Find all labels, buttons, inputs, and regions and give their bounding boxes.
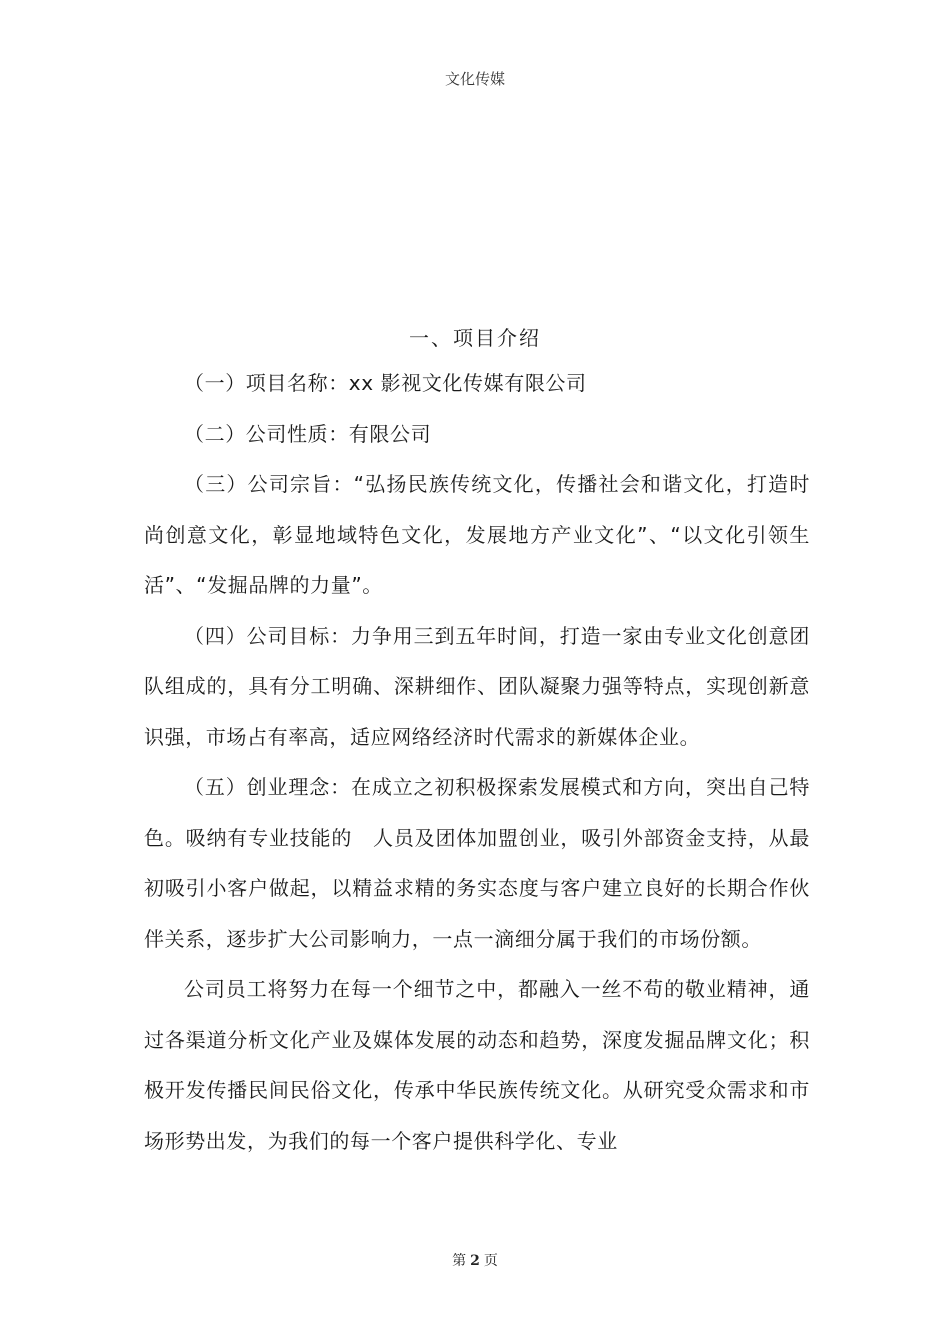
section-heading: 一、项目介绍 (409, 326, 541, 350)
document-body (144, 358, 810, 1166)
paragraph-company-nature: （二）公司性质：有限公司 (184, 421, 432, 446)
paragraph-staff-commitment: 公司员工将努力在每一个细节之中，都融入一丝不苟的敬业精神，通过各渠道分析文化产业及媒体发展的动态和趋势，深度发掘品牌文化；积极开发传播民间民俗文化，传承中华民族传统文化。从研究受众需求和市场形势出发，为我们的每一个客户提供科学化、专业 (144, 977, 810, 1153)
paragraph-company-goal: （四）公司目标：力争用三到五年时间，打造一家由专业文化创意团队组成的，具有分工明确、深耕细作、团队凝聚力强等特点，实现创新意识强，市场占有率高，适应网络经济时代需求的新媒体企业。 (144, 623, 810, 749)
page-header: 文化传媒 (444, 70, 505, 88)
footer-suffix: 页 (483, 1253, 498, 1269)
paragraph-project-name: （一）项目名称：xx 影视文化传媒有限公司 (184, 371, 587, 395)
page-number: 2 (470, 1253, 480, 1269)
paragraph-company-purpose: （三）公司宗旨：“弘扬民族传统文化，传播社会和谐文化，打造时尚创意文化，彰显地域特色文化，发展地方产业文化”、“以文化引领生活”、“发掘品牌的力量”。 (144, 472, 810, 597)
paragraph-business-philosophy: （五）创业理念：在成立之初积极探索发展模式和方向，突出自己特色。吸纳有专业技能的 人员及团体加盟创业，吸引外部资金支持，从最初吸引小客户做起，以精益求精的务实态度与客户建立良好的长期合作伙伴关系，逐步扩大公司影响力，一点一滴细分属于我们的市场份额。 (144, 775, 810, 951)
footer-prefix: 第 (452, 1253, 467, 1269)
page-footer (0, 1250, 950, 1270)
